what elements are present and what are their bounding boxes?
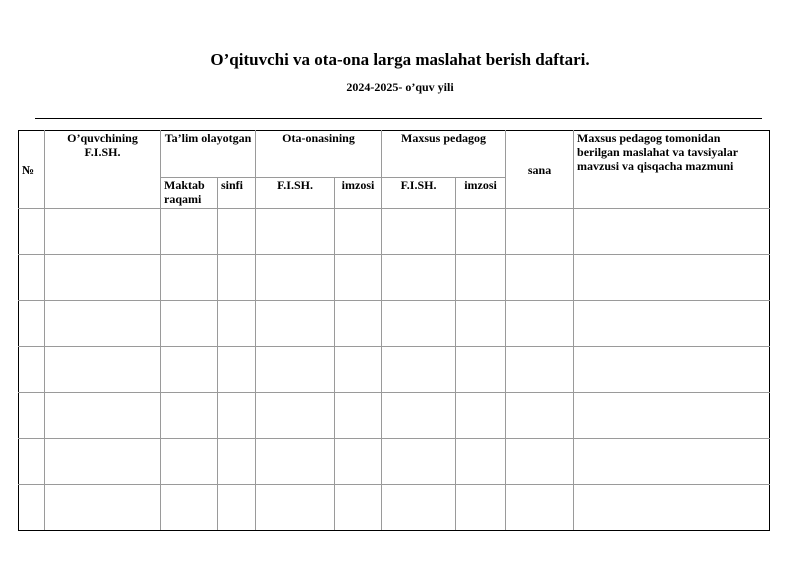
table-cell[interactable] xyxy=(382,301,456,347)
table-cell[interactable] xyxy=(218,393,256,439)
table-cell[interactable] xyxy=(256,485,335,531)
table-cell[interactable] xyxy=(45,347,161,393)
table-cell[interactable] xyxy=(218,301,256,347)
table-cell[interactable] xyxy=(218,485,256,531)
table-cell[interactable] xyxy=(335,393,382,439)
table-cell[interactable] xyxy=(382,347,456,393)
table-cell[interactable] xyxy=(335,485,382,531)
document-title: O’qituvchi va ota-ona larga maslahat berish daftari. xyxy=(210,50,590,69)
table-cell[interactable] xyxy=(506,485,574,531)
table-cell[interactable] xyxy=(456,439,506,485)
table-cell[interactable] xyxy=(19,485,45,531)
table-cell[interactable] xyxy=(456,255,506,301)
table-cell[interactable] xyxy=(218,255,256,301)
table-cell[interactable] xyxy=(19,209,45,255)
table-cell[interactable] xyxy=(218,439,256,485)
header-parent: Ota-onasining xyxy=(256,131,382,178)
table-cell[interactable] xyxy=(335,209,382,255)
table-cell[interactable] xyxy=(161,393,218,439)
title-divider xyxy=(35,118,762,119)
table-cell[interactable] xyxy=(574,347,770,393)
table-row xyxy=(19,393,770,439)
table-cell[interactable] xyxy=(382,393,456,439)
table-cell[interactable] xyxy=(256,255,335,301)
table-cell[interactable] xyxy=(45,439,161,485)
table-cell[interactable] xyxy=(45,209,161,255)
academic-year: 2024-2025- o’quv yili xyxy=(346,80,454,94)
table-cell[interactable] xyxy=(335,255,382,301)
table-cell[interactable] xyxy=(161,255,218,301)
header-pedagog: Maxsus pedagog xyxy=(382,131,506,178)
table-cell[interactable] xyxy=(161,301,218,347)
table-cell[interactable] xyxy=(456,209,506,255)
table-cell[interactable] xyxy=(456,347,506,393)
subheader-pedagog-signature: imzosi xyxy=(456,178,506,209)
table-cell[interactable] xyxy=(382,485,456,531)
table-body xyxy=(19,209,770,531)
subheader-pedagog-name: F.I.SH. xyxy=(382,178,456,209)
table-cell[interactable] xyxy=(574,209,770,255)
table-cell[interactable] xyxy=(161,209,218,255)
table-cell[interactable] xyxy=(256,347,335,393)
table-cell[interactable] xyxy=(506,209,574,255)
subheader-grade: sinfi xyxy=(218,178,256,209)
table-cell[interactable] xyxy=(506,301,574,347)
table-cell[interactable] xyxy=(456,393,506,439)
table-cell[interactable] xyxy=(574,485,770,531)
table-cell[interactable] xyxy=(382,255,456,301)
subheader-parent-signature: imzosi xyxy=(335,178,382,209)
table-cell[interactable] xyxy=(161,485,218,531)
table-cell[interactable] xyxy=(19,393,45,439)
table-cell[interactable] xyxy=(574,393,770,439)
table-cell[interactable] xyxy=(574,439,770,485)
table-cell[interactable] xyxy=(506,393,574,439)
table-cell[interactable] xyxy=(19,439,45,485)
header-number: № xyxy=(19,131,45,209)
table-cell[interactable] xyxy=(45,301,161,347)
table-cell[interactable] xyxy=(506,255,574,301)
table-row xyxy=(19,485,770,531)
table-cell[interactable] xyxy=(161,439,218,485)
table-cell[interactable] xyxy=(256,439,335,485)
table-row xyxy=(19,439,770,485)
table-cell[interactable] xyxy=(382,439,456,485)
table-cell[interactable] xyxy=(218,347,256,393)
table-cell[interactable] xyxy=(382,209,456,255)
table-cell[interactable] xyxy=(45,255,161,301)
header-row-main xyxy=(19,131,770,178)
table-cell[interactable] xyxy=(574,301,770,347)
table-cell[interactable] xyxy=(19,255,45,301)
subheader-school-number: Maktab raqami xyxy=(161,178,218,209)
table-cell[interactable] xyxy=(335,347,382,393)
table-cell[interactable] xyxy=(256,209,335,255)
table-cell[interactable] xyxy=(506,347,574,393)
header-date: sana xyxy=(506,131,574,209)
header-education: Ta’lim olayotgan xyxy=(161,131,256,178)
table-cell[interactable] xyxy=(456,485,506,531)
table-cell[interactable] xyxy=(335,301,382,347)
table-cell[interactable] xyxy=(45,393,161,439)
table-row xyxy=(19,301,770,347)
table-row xyxy=(19,347,770,393)
consultation-log-table xyxy=(18,130,770,531)
header-student-name: O’quvchining F.I.SH. xyxy=(45,131,161,209)
header-advice: Maxsus pedagog tomonidan berilgan maslahat va tavsiyalar mavzusi va qisqacha mazmuni xyxy=(574,131,770,209)
table-cell[interactable] xyxy=(256,301,335,347)
table-cell[interactable] xyxy=(574,255,770,301)
table-cell[interactable] xyxy=(218,209,256,255)
table-cell[interactable] xyxy=(45,485,161,531)
table-cell[interactable] xyxy=(456,301,506,347)
subheader-parent-name: F.I.SH. xyxy=(256,178,335,209)
table-cell[interactable] xyxy=(19,347,45,393)
table-row xyxy=(19,209,770,255)
table-cell[interactable] xyxy=(161,347,218,393)
table-cell[interactable] xyxy=(506,439,574,485)
table-cell[interactable] xyxy=(19,301,45,347)
table-cell[interactable] xyxy=(335,439,382,485)
table-row xyxy=(19,255,770,301)
table-cell[interactable] xyxy=(256,393,335,439)
